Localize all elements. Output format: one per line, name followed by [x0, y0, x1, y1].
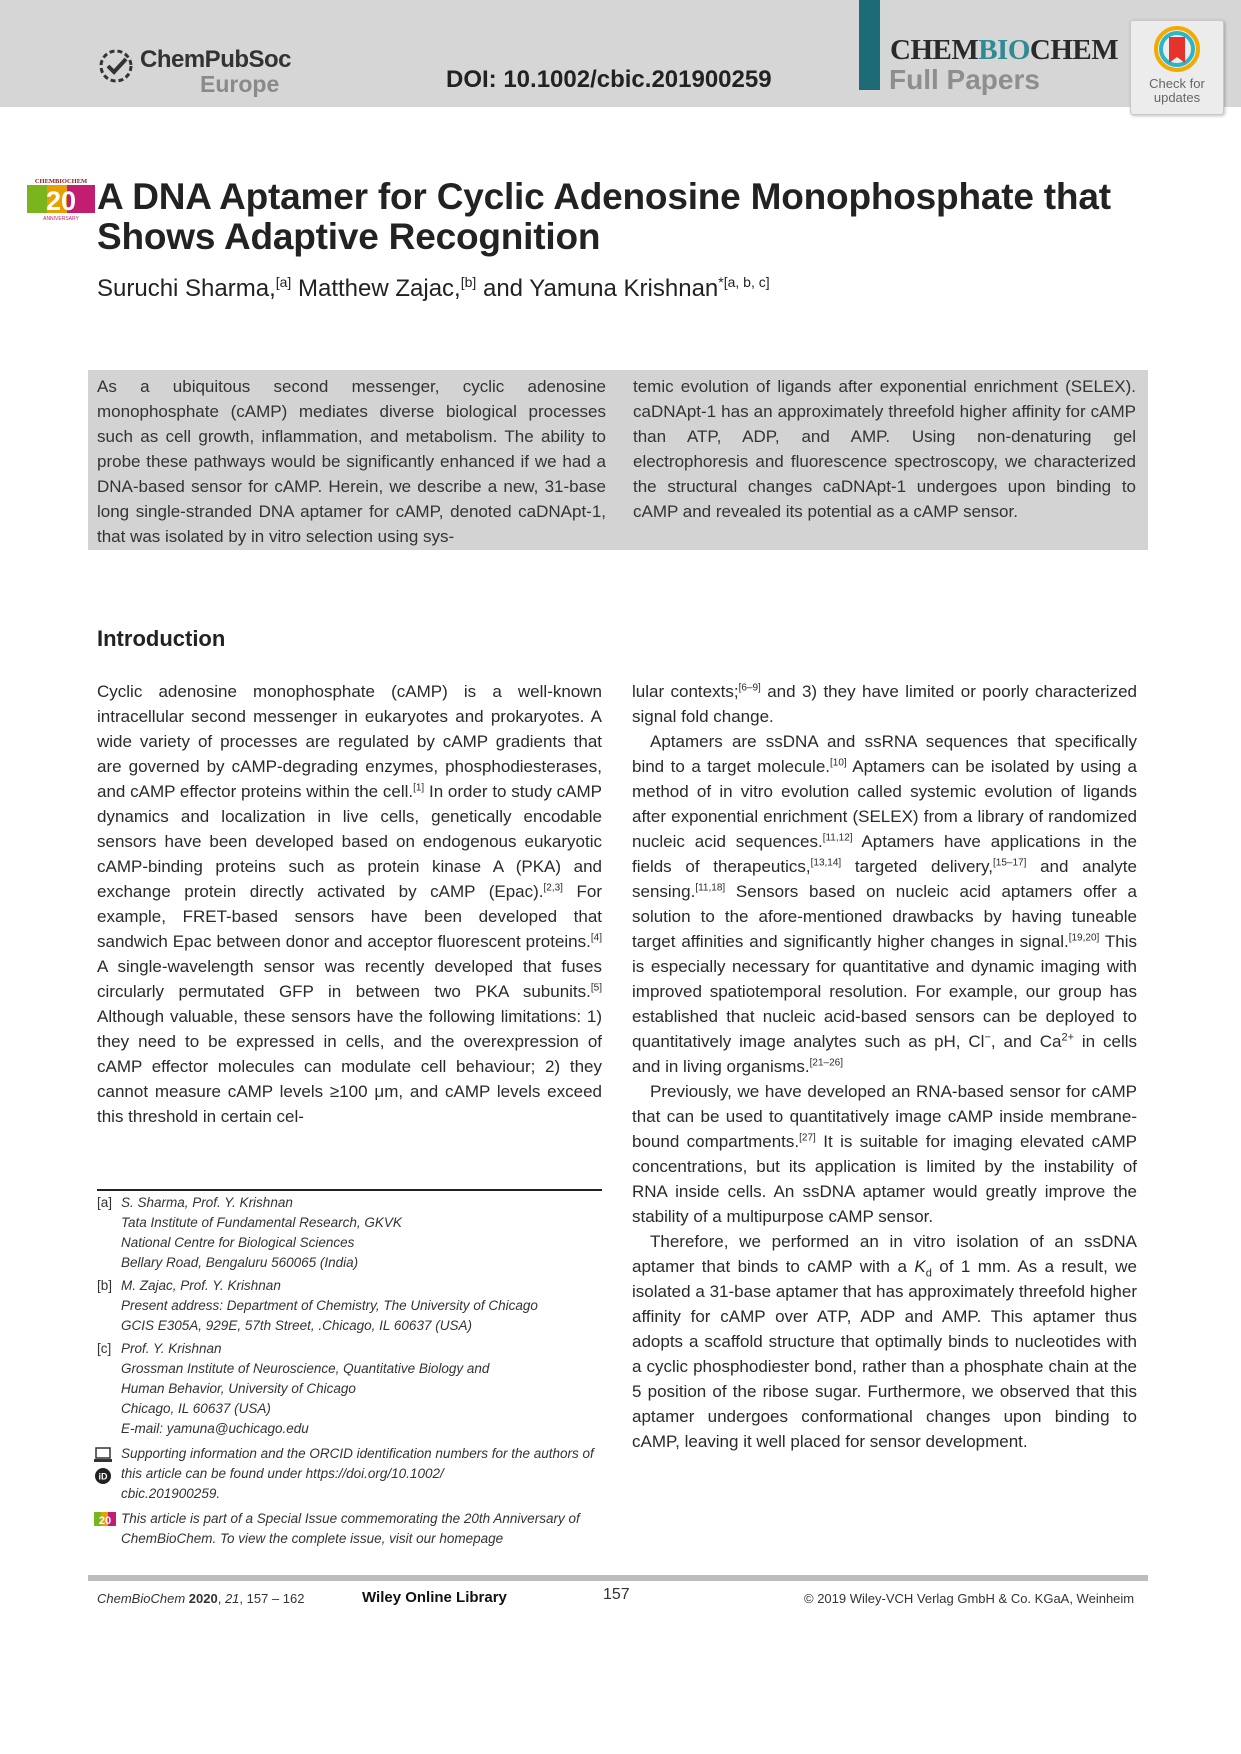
anniversary-badge-sub: ANNIVERSARY: [43, 216, 79, 222]
affiliation-tag: [c]: [97, 1341, 112, 1356]
svg-text:20: 20: [98, 1515, 112, 1527]
journal-name-bio: BIO: [978, 34, 1030, 66]
abstract-left-column: As a ubiquitous second messenger, cyclic adenosine monophosphate (cAMP) mediates diverse biological processes such as cell growth, inflammation, and metabolism. The ability to probe these pathways would be significantly enhanced if we had a DNA-based sensor for cAMP. Herein, we describe a new, 31-base long single-stranded DNA aptamer for cAMP, denoted caDNApt-1, that was isolated by in vitro selection using sys-: [97, 377, 606, 546]
citation-ref[interactable]: [4]: [590, 932, 602, 944]
footer-volume: 21: [224, 1591, 240, 1606]
intro-left-column: [97, 679, 602, 1129]
intro-paragraph: [632, 679, 1137, 729]
publisher-name: ChemPubSoc: [140, 46, 292, 73]
text-run: Although valuable, these sensors have the following limitations: 1) they need to be expressed in cells, and the overexpression of cAMP effector molecules can modulate cell behaviour; 2) they cannot measure cAMP levels ≥100 μm, and cAMP levels exceed this threshold in certain cel-: [97, 1007, 602, 1126]
footer-divider: [88, 1575, 1148, 1581]
intro-paragraph: [632, 1229, 1137, 1454]
citation-ref[interactable]: [11,18]: [695, 882, 726, 894]
author-affiliation: [b]: [460, 274, 477, 290]
affiliations-footnotes: [97, 1193, 602, 1549]
footer-year: 2020: [188, 1591, 218, 1606]
journal-name-chem: CHEM: [890, 34, 979, 66]
journal-name-chem2: CHEM: [1029, 34, 1119, 66]
text-run: lular contexts;: [632, 682, 739, 701]
affiliation-text: Prof. Y. Krishnan Grossman Institute of Neuroscience, Quantitative Biology and Human Behavior, University of Chicago Chicago, IL 60637 (USA) E-mail: yamuna@uchicago.edu: [121, 1341, 490, 1436]
author-list: [97, 274, 770, 303]
text-run: Cyclic adenosine monophosphate (cAMP) is a well-known intracellular second messenger in eukaryotes and prokaryotes. A wide variety of processes are regulated by cAMP gradients that are governed by cAMP-degrading enzymes, phosphodiesterases, and cAMP effector proteins within the cell.: [97, 682, 602, 801]
citation-ref[interactable]: [10]: [830, 757, 847, 769]
journal-color-bar: [859, 0, 880, 90]
citation-ref[interactable]: [13,14]: [810, 857, 842, 869]
author-name[interactable]: Suruchi Sharma,: [97, 275, 276, 302]
supporting-icons: [94, 1446, 112, 1492]
article-title: A DNA Aptamer for Cyclic Adenosine Monophosphate that Shows Adaptive Recognition: [97, 176, 1111, 257]
citation-ref[interactable]: [5]: [590, 982, 602, 994]
journal-name[interactable]: [890, 34, 1118, 67]
text-run: Therefore, we performed an in vitro isolation of an ssDNA aptamer that binds to cAMP with a: [632, 1232, 1137, 1276]
text-run: , and Ca: [990, 1032, 1062, 1051]
text-run: A single-wavelength sensor was recently developed that fuses circularly permutated GFP in between two PKA subunits.: [97, 957, 602, 1001]
citation-ref[interactable]: [15–17]: [993, 857, 1027, 869]
affiliation-tag: [b]: [97, 1278, 113, 1293]
affiliation-b: [97, 1276, 602, 1336]
text-run: This is especially necessary for quantitative and dynamic imaging with improved spatiotemporal resolution. For example, our group has established that nucleic acid-based sensors can be deployed to quantitatively image analytes such as pH, Cl: [632, 932, 1137, 1051]
check-updates-line2: updates: [1153, 90, 1201, 105]
text-run: Aptamers are ssDNA and ssRNA sequences that specifically bind to a target molecule.: [632, 732, 1137, 776]
special-issue-icons: [94, 1511, 116, 1535]
footer-pages: , 157 – 162: [239, 1591, 305, 1606]
superscript-charge: −: [984, 1031, 991, 1044]
citation-ref[interactable]: [11,12]: [822, 832, 853, 844]
text-run: In order to study cAMP dynamics and localization in live cells, genetically encodable sensors have been developed based on endogenous eukaryotic cAMP-binding proteins such as protein kinase A (PKA) and exchange protein directly activated by cAMP (Epac).: [97, 782, 602, 901]
article-doi[interactable]: DOI: 10.1002/cbic.201900259: [446, 66, 772, 93]
superscript-charge: 2+: [1061, 1031, 1075, 1044]
intro-paragraph: [632, 729, 1137, 1079]
abstract-box: [88, 370, 1148, 550]
kd-subscript: d: [925, 1267, 932, 1280]
chempubsoc-logo[interactable]: [96, 44, 292, 97]
text-run: Sensors based on nucleic acid aptamers offer a solution to the afore-mentioned drawbacks by having tuneable target affinities and significantly higher changes in signal.: [632, 882, 1137, 951]
text-run: and analyte sensing.: [632, 857, 1137, 901]
author-name[interactable]: and Yamuna Krishnan: [482, 275, 719, 302]
text-run: Aptamers have applications in the fields of therapeutics,: [632, 832, 1137, 876]
abstract-right-column: temic evolution of ligands after exponential enrichment (SELEX). caDNApt-1 has an approximately threefold higher affinity for cAMP than ATP, ADP, and AMP. Using non-denaturing gel electrophoresis and fluorescence spectroscopy, we characterized the structural changes caDNApt-1 undergoes upon binding to cAMP and revealed its potential as a cAMP sensor.: [633, 377, 1136, 521]
affiliation-c: [97, 1339, 602, 1439]
text-run: It is suitable for imaging elevated cAMP concentrations, but its application is limited by the instability of RNA inside cells. An ssDNA aptamer would greatly improve the stability of a multipurpose cAMP sensor.: [632, 1132, 1138, 1226]
affiliation-text: M. Zajac, Prof. Y. Krishnan Present address: Department of Chemistry, The University of Chicago GCIS E305A, 929E, 57th Street, .Chicago, IL 60637 (USA): [121, 1278, 538, 1333]
anniversary-badge-number: 20: [45, 186, 77, 216]
intro-paragraph: [632, 1079, 1137, 1229]
footnote-divider: [97, 1189, 602, 1191]
copyright-notice: © 2019 Wiley-VCH Verlag GmbH & Co. KGaA, Weinheim: [804, 1591, 1135, 1606]
article-section: Full Papers: [889, 64, 1040, 95]
citation-ref[interactable]: [19,20]: [1068, 932, 1100, 944]
text-run: Previously, we have developed an RNA-based sensor for cAMP that can be used to quantitatively image cAMP inside membrane-bound compartments.: [632, 1082, 1137, 1151]
citation-ref[interactable]: [2,3]: [543, 882, 563, 894]
citation-ref[interactable]: [27]: [799, 1132, 816, 1144]
anniversary-badge-label: CHEMBIOCHEM: [34, 178, 88, 185]
anniversary-small-icon: [94, 1511, 116, 1529]
citation-ref[interactable]: [1]: [413, 782, 425, 794]
intro-paragraph: [97, 679, 602, 1129]
publisher-region: Europe: [200, 71, 280, 97]
special-issue-text[interactable]: This article is part of a Special Issue commemorating the 20th Anniversary of ChemBioChem. To view the complete issue, visit our homepage: [121, 1511, 580, 1546]
computer-orcid-icon: [94, 1446, 112, 1486]
text-run: of 1 mm. As a result, we isolated a 31-base aptamer that has approximately threefold higher affinity for cAMP over ATP, ADP and AMP. This aptamer thus adopts a scaffold structure that optimally binds to nucleotides with a cyclic phosphodiester bond, rather than a phosphate chain at the 5 position of the ribose sugar. Furthermore, we observed that this aptamer undergoes conformational changes upon binding to cAMP, leaving it well placed for sensor development.: [632, 1257, 1137, 1451]
author-affiliation: *[a, b, c]: [718, 274, 770, 290]
supporting-info-text[interactable]: Supporting information and the ORCID identification numbers for the authors of this article can be found under https://doi.org/10.1002/ cbic.201900259.: [121, 1446, 594, 1501]
anniversary-badge-icon: [25, 177, 97, 223]
check-for-updates-button[interactable]: [1130, 20, 1224, 115]
supporting-info-note: [97, 1444, 602, 1504]
citation-ref[interactable]: [21–26]: [809, 1057, 844, 1069]
text-run: For example, FRET-based sensors have been developed that sandwich Epac between donor and acceptor fluorescent proteins.: [97, 882, 602, 951]
svg-text:iD: iD: [98, 1471, 108, 1482]
wiley-online-library-link[interactable]: Wiley Online Library: [362, 1589, 507, 1606]
intro-right-column: [632, 679, 1137, 1454]
section-heading-introduction: Introduction: [97, 626, 226, 651]
footer-citation: ChemBioChem 2020, 21, 157 – 162: [97, 1591, 305, 1606]
affiliation-tag: [a]: [97, 1195, 113, 1210]
check-updates-icon: [1153, 25, 1201, 75]
special-issue-note: [97, 1509, 602, 1549]
check-updates-line1: Check for: [1149, 76, 1205, 91]
text-run: Aptamers can be isolated by using a method of in vitro evolution called systemic evolution of ligands after exponential enrichment (SELEX) from a library of randomized nucleic acid sequences.: [632, 757, 1137, 851]
chempubsoc-star-icon: [96, 46, 136, 86]
citation-ref[interactable]: [6–9]: [738, 682, 761, 694]
affiliation-a: [97, 1193, 602, 1273]
affiliation-text: S. Sharma, Prof. Y. Krishnan Tata Institute of Fundamental Research, GKVK National Centre for Biological Sciences Bellary Road, Bengaluru 560065 (India): [121, 1195, 402, 1270]
text-run: and 3) they have limited or poorly characterized signal fold change.: [632, 682, 1137, 726]
author-name[interactable]: Matthew Zajac,: [298, 275, 461, 302]
author-affiliation: [a]: [275, 274, 292, 290]
text-run: in cells and in living organisms.: [632, 1032, 1138, 1076]
footer-journal: ChemBioChem: [97, 1591, 186, 1606]
page-number: 157: [603, 1586, 630, 1603]
text-run: targeted delivery,: [841, 857, 994, 876]
kd-symbol: K: [914, 1257, 926, 1276]
